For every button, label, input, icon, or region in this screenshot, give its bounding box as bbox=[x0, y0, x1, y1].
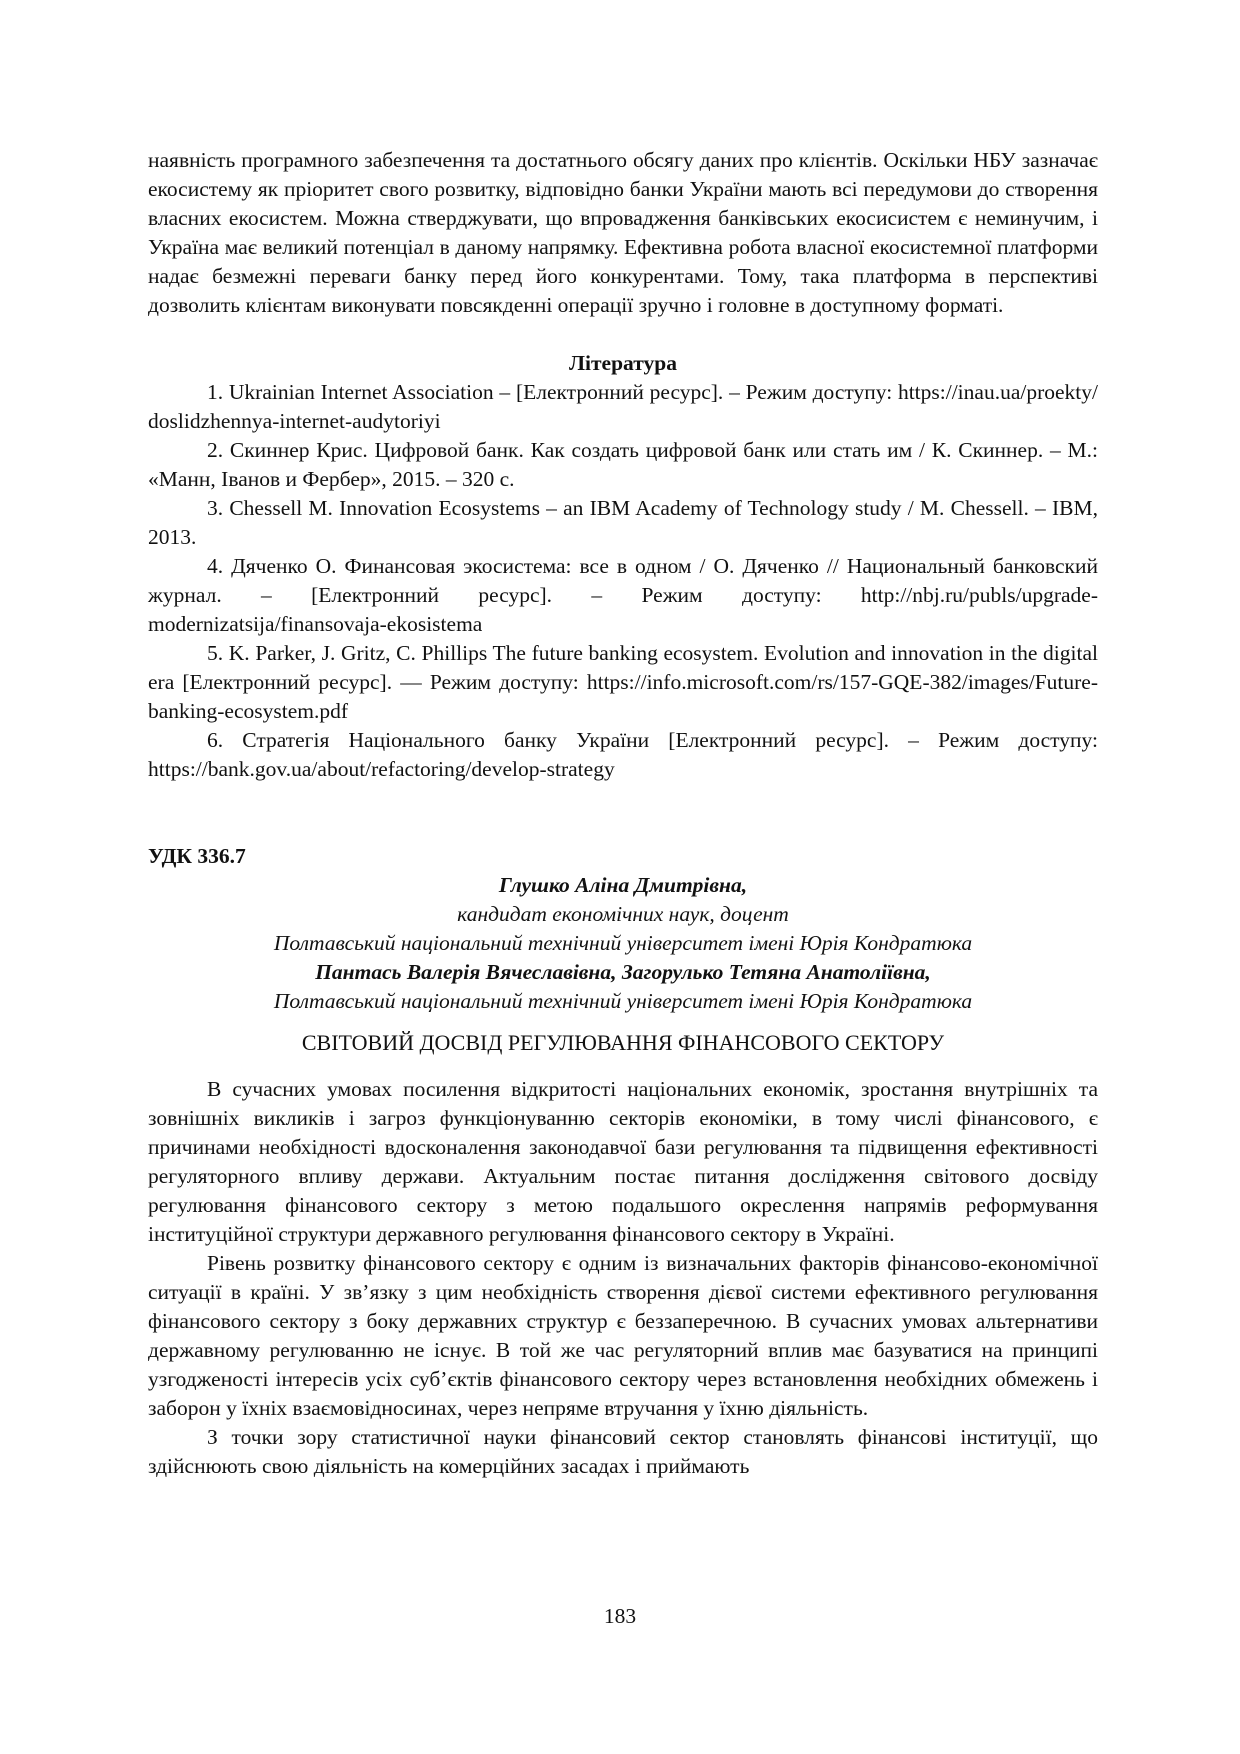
literature-item: 5. K. Parker, J. Gritz, C. Phillips The future banking ecosystem. Evolution and innovation in the digital era [Електронний ресурс]. — Режим доступу: https://info.microsoft.com/rs/157-GQE-382/images/Future- banking-ecosystem.pdf bbox=[148, 641, 1098, 723]
coauthor-affiliation: Полтавський національний технічний університет імені Юрія Кондратюка bbox=[273, 989, 973, 1013]
literature-item: 4. Дяченко О. Финансовая экосистема: все в одном / О. Дяченко // Национальный банковский журнал. – [Електронний ресурс]. – Режим доступу: http://nbj.ru/publs/upgrade-modernizatsija/finansovaja-ekosistema bbox=[148, 554, 1098, 636]
page-content bbox=[148, 146, 1098, 1481]
author-degree: кандидат економічних наук, доцент bbox=[457, 902, 789, 926]
literature-item: 6. Стратегія Національного банку України [Електронний ресурс]. – Режим доступу: https://bank.gov.ua/about/refactoring/develop-strategy bbox=[148, 728, 1098, 781]
page-number: 183 bbox=[603, 1604, 637, 1628]
udk-code: УДК 336.7 bbox=[148, 844, 246, 868]
body-paragraph: Рівень розвитку фінансового сектору є одним із визначальних факторів фінансово-економічної ситуації в країні. У зв’язку з цим необхідність створення дієвої системи ефективного регулювання фінансового сектору з боку державних структур є беззаперечною. В сучасних умовах альтернативи державному регулюванню не існує. В той же час регуляторний вплив має базуватися на принципі узгодженості інтересів усіх суб’єктів фінансового сектору через встановлення необхідних обмежень і заборон у їхніх взаємовідносинах, через непряме втручання у їхню діяльність. bbox=[148, 1251, 1098, 1420]
literature-heading: Література bbox=[569, 351, 677, 375]
author-affiliation: Полтавський національний технічний університет імені Юрія Кондратюка bbox=[273, 931, 973, 955]
article-title: СВІТОВИЙ ДОСВІД РЕГУЛЮВАННЯ ФІНАНСОВОГО СЕКТОРУ bbox=[301, 1030, 945, 1055]
intro-paragraph: наявність програмного забезпечення та достатнього обсягу даних про клієнтів. Оскільки НБУ зазначає екосистему як пріоритет свого розвитку, відповідно банки України мають всі передумови до створення власних екосистем. Можна стверджувати, що впровадження банківських екосисистем є неминучим, і Україна має великий потенціал в даному напрямку. Ефективна робота власної екосистемної платформи надає безмежні переваги банку перед його конкурентами. Тому, така платформа в перспективі дозволить клієнтам виконувати повсякденні операції зручно і головне в доступному форматі. bbox=[148, 148, 1098, 317]
author-name: Глушко Аліна Дмитрівна, bbox=[498, 873, 748, 897]
coauthor-names: Пантась Валерія Вячеславівна, Загорулько Тетяна Анатоліївна, bbox=[315, 960, 931, 984]
literature-item: 3. Chessell M. Innovation Ecosystems – an IBM Academy of Technology study / M. Chessell. – IBM, 2013. bbox=[148, 496, 1098, 549]
body-paragraph: В сучасних умовах посилення відкритості національних економік, зростання внутрішніх та зовнішніх викликів і загроз функціонуванню секторів економіки, в тому числі фінансового, є причинами необхідності вдосконалення законодавчої бази регулювання та підвищення ефективності регуляторного впливу держави. Актуальним постає питання дослідження світового досвіду регулювання фінансового сектору з метою подальшого окреслення напрямів реформування інституційної структури державного регулювання фінансового сектору в Україні. bbox=[148, 1077, 1098, 1246]
literature-item: 1. Ukrainian Internet Association – [Електронний ресурс]. – Режим доступу: https://inau.ua/proekty/doslidzhennya-internet-audytoriyi bbox=[148, 380, 1098, 433]
literature-item: 2. Скиннер Крис. Цифровой банк. Как создать цифровой банк или стать им / К. Скиннер. – М.: «Манн, Іванов и Фербер», 2015. – 320 с. bbox=[148, 438, 1098, 491]
body-paragraph: З точки зору статистичної науки фінансовий сектор становлять фінансові інституції, що здійснюють свою діяльність на комерційних засадах і приймають bbox=[148, 1425, 1098, 1478]
